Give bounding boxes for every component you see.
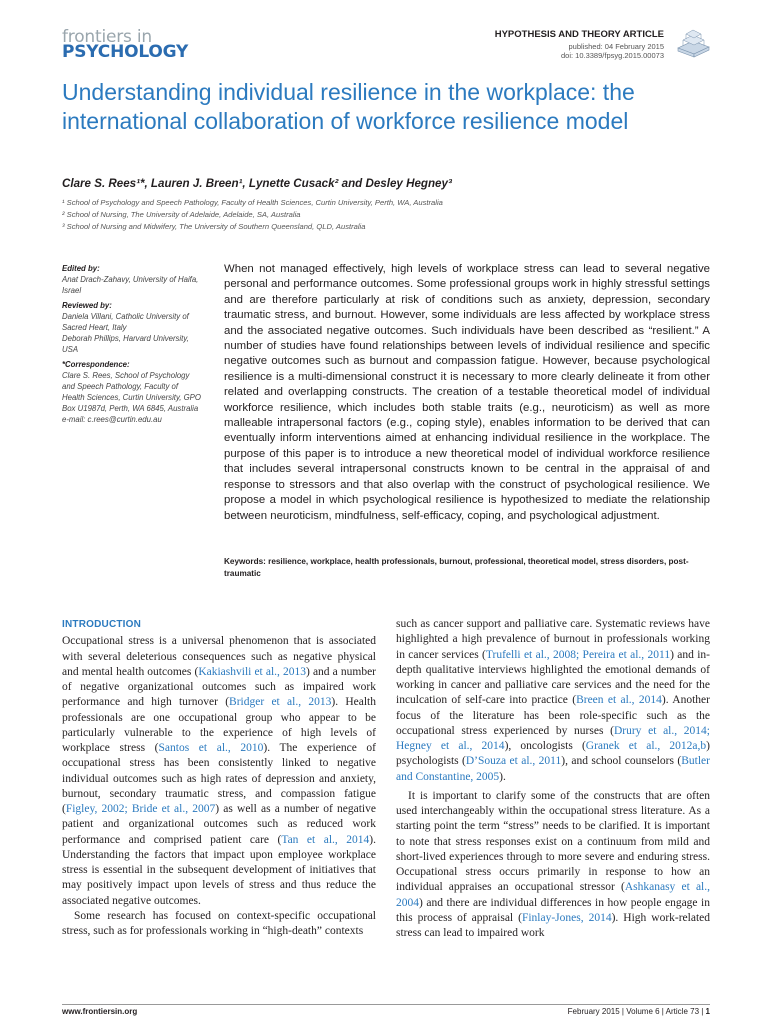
footer-rule: [62, 1004, 710, 1005]
correspondence-address: Clare S. Rees, School of Psychology and Speech Pathology, Faculty of Health Sciences, Curtin University, GPO Box U1987d, Perth, WA 6845, Australia: [62, 371, 201, 413]
citation-link[interactable]: Trufelli et al., 2008; Pereira et al., 2011: [485, 648, 671, 661]
text-run: ), oncologists (: [504, 740, 586, 752]
citation-link[interactable]: Finlay-Jones, 2014: [521, 911, 612, 924]
text-run: ) and a number of negative organizational outcomes such as impaired work performance and high turnover (: [62, 665, 376, 709]
author-list: Clare S. Rees¹*, Lauren J. Breen¹, Lynette Cusack² and Desley Hegney³: [62, 177, 452, 190]
citation-link[interactable]: Santos et al., 2010: [158, 742, 264, 754]
citation-link[interactable]: Kakiashvili et al., 2013: [198, 665, 307, 678]
citation-link[interactable]: Tan et al., 2014: [281, 833, 370, 846]
abstract-text: When not managed effectively, high levels of workplace stress can lead to several negative personal and performance outcomes. Some professional groups work in highly stressful settings and are therefore particularly at risk of conditions such as anxiety, depression, secondary traumatic stress, and burnout. However, some individuals are less affected by workplace stress and the associated negative outcomes. Such individuals have been described as “resilient.” A number of studies have found relationships between levels of individual resilience and specific negative outcomes such as burnout and compassion fatigue. However, because psychological resilience is a multi-dimensional construct it is necessary to more clearly delineate it from other related and overlapping constructs. The creation of a testable theoretical model of individual workforce resilience, which includes both stable traits (e.g., neuroticism) as well as more malleable intrapersonal factors (e.g., coping style), enables information to be derived that can eventually inform interventions aimed at enhancing individual resilience in the workplace. The purpose of this paper is to introduce a new theoretical model of individual workforce resilience that includes several intrapersonal constructs known to be central in the appraisal of and response to stressors and that also overlap with the construct of psychological resilience. We propose a model in which psychological resilience is hypothesized to mediate the relationship between neuroticism, mindfulness, self-efficacy, coping, and psychological adjustment.: [224, 263, 710, 522]
body-column-right: [396, 617, 710, 941]
text-run: Occupational stress is a universal phenomenon that is associated with several deleterious consequences such as negative physical and mental health outcomes (: [62, 635, 376, 678]
article-title: Understanding individual resilience in the workplace: the international collaboration of workforce resilience model: [62, 79, 635, 134]
page-number: 1: [705, 1007, 710, 1016]
text-run: such as cancer support and palliative care. Systematic reviews have highlighted a high prevalence of burnout in professionals working in cancer services (: [396, 618, 710, 661]
doi[interactable]: doi: 10.3389/fpsyg.2015.00073: [560, 51, 664, 60]
journal-name-frontiers: frontiers in: [62, 27, 152, 47]
text-run: ) psychologists (: [396, 740, 710, 768]
footer-issue-info: [568, 1007, 710, 1016]
journal-stack-logo-icon: [674, 26, 712, 58]
keywords-text: resilience, workplace, health professionals, burnout, professional, theoretical model, stress disorders, post-traumatic: [224, 557, 689, 578]
paragraph: [396, 617, 710, 785]
paragraph: [62, 909, 376, 940]
text-run: ). Understanding the factors that impact upon employee workplace stress is essential in the subsequent development of initiatives that may positively impact upon levels of stress and thus reduce the associated negative outcomes.: [62, 833, 376, 907]
section-heading-introduction: INTRODUCTION: [62, 619, 142, 630]
abstract: [224, 262, 710, 524]
citation-link[interactable]: Ashkanasy et al., 2004: [396, 881, 710, 909]
editorial-sidebar: [62, 263, 202, 425]
paragraph: [396, 789, 710, 942]
text-run: ). High work-related stress can lead to impaired work: [396, 911, 711, 939]
paragraph: [62, 634, 376, 909]
editor: Anat Drach-Zahavy, University of Haifa, Israel: [62, 275, 199, 295]
correspondence-label: *Correspondence:: [62, 360, 130, 369]
affiliation-1: ¹ School of Psychology and Speech Pathology, Faculty of Health Sciences, Curtin University, Perth, WA, Australia: [62, 198, 443, 207]
edited-by-label: Edited by:: [62, 264, 100, 273]
text-run: ). Health professionals are one occupational group who appear to be particularly vulnerable to the experience of high levels of workplace stress (: [62, 696, 376, 754]
journal-name-psychology: PSYCHOLOGY: [62, 42, 189, 62]
text-run: ), and school counselors (: [561, 755, 682, 768]
text-run: ).: [499, 770, 506, 783]
citation-link[interactable]: Breen et al., 2014: [576, 694, 662, 707]
reviewed-by-label: Reviewed by:: [62, 301, 112, 310]
text-run: ) as well as a number of negative patient and organizational outcomes such as reduced work performance and comprised patient care (: [62, 803, 376, 846]
affiliation-2: ² School of Nursing, The University of Adelaide, Adelaide, SA, Australia: [62, 210, 301, 219]
text-run: Some research has focused on context-specific occupational stress, such as for professionals working in “high-death” contexts: [62, 909, 376, 937]
citation-link[interactable]: D’Souza et al., 2011: [465, 755, 562, 768]
affiliation-3: ³ School of Nursing and Midwifery, The University of Southern Queensland, QLD, Australia: [62, 222, 366, 231]
text-run: It is important to clarify some of the constructs that are often used interchangeably within the occupational stress literature. As a starting point the term “stress” needs to be clarified. It is important to note that stress responses exist on a continuum from mild and short-lived experiences through to more severe and enduring stress. Occupational stress occurs primarily in response to how an individual appraises an occupational stressor (: [396, 789, 710, 894]
published-date: published: 04 February 2015: [568, 42, 664, 51]
reviewer: Daniela Villani, Catholic University of Sacred Heart, Italy: [62, 312, 189, 332]
citation-link[interactable]: Bridger et al., 2013: [229, 696, 332, 709]
text-run: ). The experience of occupational stress has been consistently linked to negative individual outcomes such as high rates of depression and anxiety, burnout, secondary traumatic stress, and compassion fatigue (: [62, 742, 376, 815]
keywords: [224, 556, 710, 579]
citation-link[interactable]: Granek et al., 2012a,b: [585, 740, 707, 752]
footer-issue: February 2015 | Volume 6 | Article 73 |: [567, 1007, 704, 1016]
body-column-left: [62, 617, 376, 939]
citation-link[interactable]: Figley, 2002; Bride et al., 2007: [65, 803, 216, 815]
correspondence-email[interactable]: e-mail: c.rees@curtin.edu.au: [62, 415, 162, 424]
footer-website[interactable]: www.frontiersin.org: [62, 1007, 138, 1016]
article-type: HYPOTHESIS AND THEORY ARTICLE: [494, 29, 664, 40]
text-run: ) and there are individual differences in how people engage in this process of appraisal (: [396, 896, 710, 924]
text-run: ). Another focus of the literature has been role-specific such as the occupational stress experienced by nurses (: [396, 694, 710, 737]
text-run: ) and in-depth qualitative interviews highlighted the emotional demands of working in cancer and palliative care services and the need for the inculcation of self-care into practice (: [396, 648, 711, 707]
citation-link[interactable]: Drury et al., 2014; Hegney et al., 2014: [396, 724, 710, 752]
reviewer: Deborah Phillips, Harvard University, USA: [62, 334, 189, 354]
keywords-label: Keywords:: [224, 557, 266, 566]
citation-link[interactable]: Butler and Constantine, 2005: [396, 755, 710, 783]
